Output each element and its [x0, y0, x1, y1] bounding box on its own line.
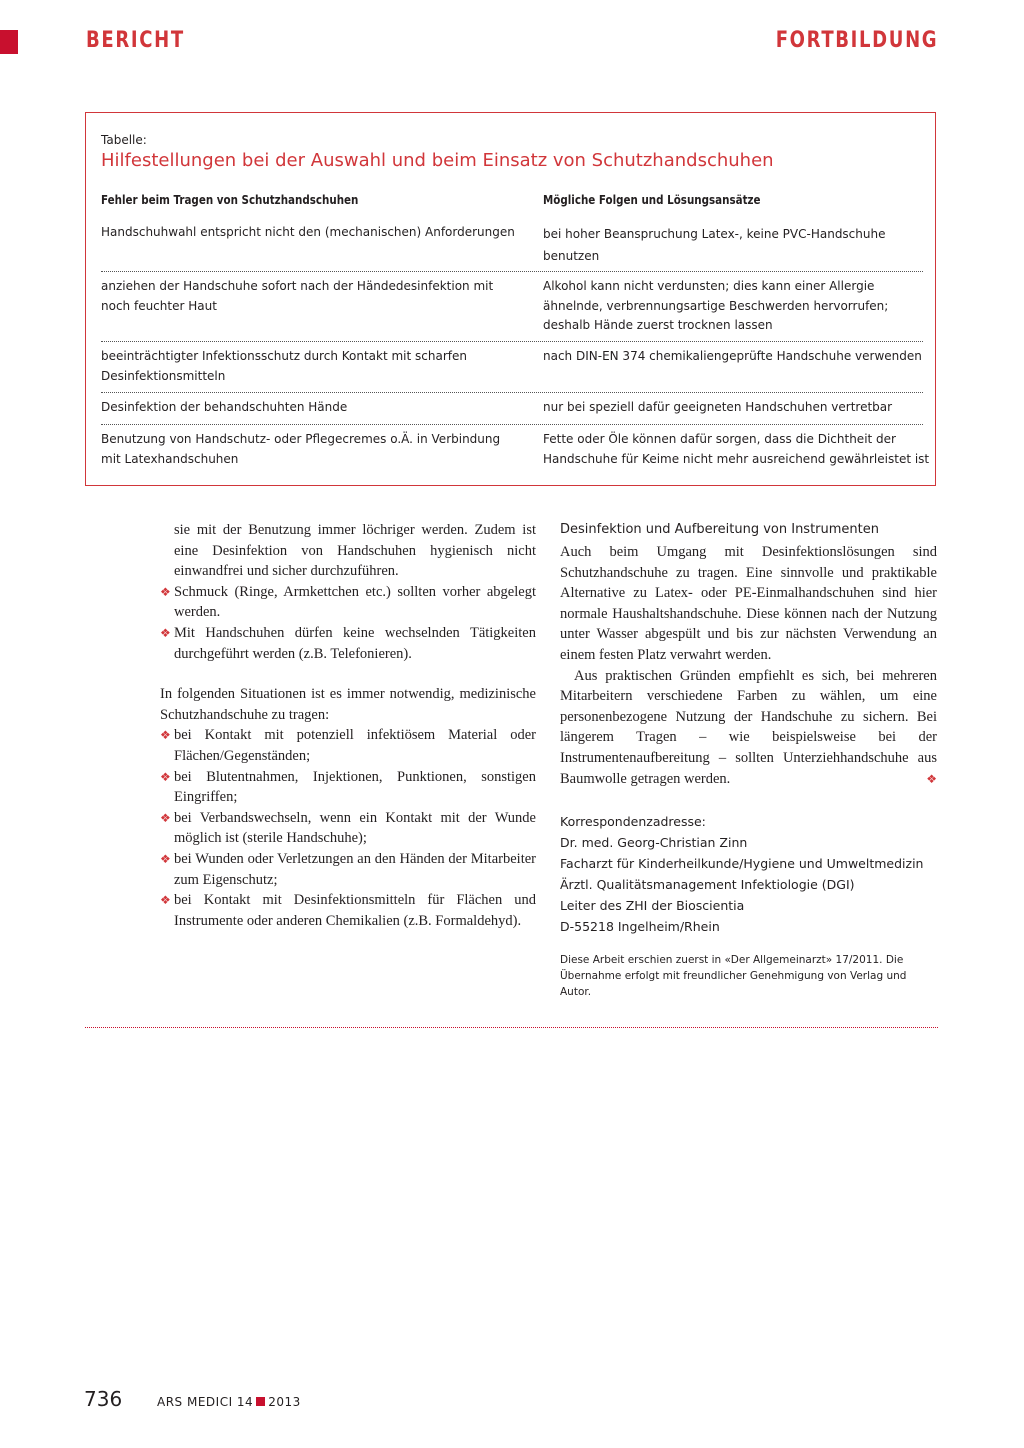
end-mark-icon: ❖	[926, 771, 937, 786]
list-item-text: bei Blutentnahmen, Injektionen, Punktionen, sonstigen Eingriffen;	[174, 768, 536, 806]
table-header-consequences: Mögliche Folgen und Lösungsansätze	[543, 193, 761, 207]
section-label: BERICHT	[86, 28, 185, 53]
left-text-column	[160, 520, 536, 931]
bullet-diamond-icon: ❖	[160, 810, 171, 825]
table-cell: nach DIN-EN 374 chemikaliengeprüfte Handschuhe verwenden	[543, 349, 922, 363]
list-item	[160, 623, 536, 664]
table-cell: anziehen der Handschuhe sofort nach der Händedesinfektion mit noch feuchter Haut	[101, 279, 494, 313]
journal-info	[157, 1395, 301, 1409]
right-text-column	[560, 542, 937, 789]
correspondence-label: Korrespondenzadresse:	[560, 814, 706, 829]
list-item	[160, 725, 536, 766]
address-line: Leiter des ZHI der Bioscientia	[560, 898, 745, 913]
row-divider	[101, 271, 923, 272]
list-item	[160, 767, 536, 808]
table-cell: beeinträchtigter Infektionsschutz durch Kontakt mit scharfen Desinfektionsmitteln	[101, 349, 467, 383]
body-paragraph: sie mit der Benutzung immer löchriger werden. Zudem ist eine Desinfektion von Handschuhen hygienisch nicht einwandfrei und sicher durchzuführen.	[174, 522, 536, 580]
table-cell: Handschuhwahl entspricht nicht den (mechanischen) Anforderungen	[101, 225, 515, 239]
source-note: Diese Arbeit erschien zuerst in «Der Allgemeinarzt» 17/2011. Die Übernahme erfolgt mit freundlicher Genehmigung von Verlag und Autor.	[560, 954, 907, 998]
list-item-text: Mit Handschuhen dürfen keine wechselnden Tätigkeiten durchgeführt werden (z.B. Telefonieren).	[174, 624, 536, 662]
address-line: D-55218 Ingelheim/Rhein	[560, 919, 720, 934]
body-paragraph: In folgenden Situationen ist es immer notwendig, medizinische Schutzhandschuhe zu tragen:	[160, 686, 536, 723]
table-title: Hilfestellungen bei der Auswahl und beim Einsatz von Schutzhandschuhen	[101, 150, 774, 171]
info-table	[85, 112, 936, 486]
page-number: 736	[84, 1387, 123, 1411]
table-cell: Benutzung von Handschutz- oder Pflegecremes o.Ä. in Verbindung mit Latexhandschuhen	[101, 432, 501, 466]
bullet-diamond-icon: ❖	[160, 728, 171, 743]
list-item-text: bei Kontakt mit potenziell infektiösem Material oder Flächen/Gegenständen;	[174, 727, 536, 764]
section-divider	[85, 1027, 938, 1028]
list-item-text: bei Kontakt mit Desinfektionsmitteln für Flächen und Instrumente oder anderen Chemikalien (z.B. Formaldehyd).	[174, 892, 536, 929]
table-cell: Fette oder Öle können dafür sorgen, dass die Dichtheit der Handschuhe für Keime nicht mehr ausreichend gewährleistet ist	[543, 432, 930, 466]
list-item	[160, 890, 536, 931]
list-item-text: bei Verbandswechseln, wenn ein Kontakt mit der Wunde möglich ist (sterile Handschuhe);	[174, 809, 536, 847]
bullet-diamond-icon: ❖	[160, 893, 171, 908]
table-cell: Alkohol kann nicht verdunsten; dies kann einer Allergie ähnelnde, verbrennungsartige Beschwerden hervorrufen; deshalb Hände zuerst trocknen lassen	[543, 279, 889, 332]
category-label: FORTBILDUNG	[775, 28, 938, 53]
table-label: Tabelle:	[101, 133, 147, 147]
list-item	[160, 849, 536, 890]
row-divider	[101, 341, 923, 342]
body-paragraph	[560, 666, 937, 790]
bullet-diamond-icon: ❖	[160, 769, 171, 784]
journal-year: 2013	[268, 1395, 301, 1409]
table-cell: nur bei speziell dafür geeigneten Handschuhen vertretbar	[543, 400, 893, 414]
list-item	[160, 582, 536, 623]
address-line: Dr. med. Georg-Christian Zinn	[560, 835, 748, 850]
row-divider	[101, 424, 923, 425]
square-separator-icon	[256, 1397, 265, 1406]
list-item-text: bei Wunden oder Verletzungen an den Händen der Mitarbeiter zum Eigenschutz;	[174, 850, 536, 888]
table-header-errors: Fehler beim Tragen von Schutzhandschuhen	[101, 193, 359, 207]
list-item-text: Schmuck (Ringe, Armkettchen etc.) sollten vorher abgelegt werden.	[174, 583, 536, 621]
paragraph-text: Aus praktischen Gründen empfiehlt es sich, bei mehreren Mitarbeitern verschiedene Farben zu wählen, um eine personenbezogene Nutzung der Handschuhe zu sichern. Bei längerem Tragen – wie beispielsweise bei der Instrumentenaufbereitung – sollten Unterziehhandschuhe aus Baumwolle getragen werden.	[560, 667, 937, 787]
body-paragraph: Auch beim Umgang mit Desinfektionslösungen sind Schutzhandschuhe zu tragen. Eine sinnvolle und praktikable Alternative zu Latex- oder PE-Einmalhandschuhen sind hier normale Haushaltshandschuhe. Diese können nach der Nutzung unter Wasser abgespült und bis zur nächsten Verwendung an einem festen Platz verwahrt werden.	[560, 544, 937, 663]
journal-name: ARS MEDICI 14	[157, 1395, 254, 1409]
correspondence-address	[560, 811, 923, 937]
table-cell: Desinfektion der behandschuhten Hände	[101, 400, 348, 414]
section-heading: Desinfektion und Aufbereitung von Instrumenten	[560, 522, 880, 537]
section-marker	[0, 30, 18, 54]
bullet-diamond-icon: ❖	[160, 851, 171, 866]
bullet-diamond-icon: ❖	[160, 625, 171, 640]
row-divider	[101, 392, 923, 393]
bullet-diamond-icon: ❖	[160, 584, 171, 599]
table-cell: bei hoher Beanspruchung Latex-, keine PVC-Handschuhe benutzen	[543, 227, 886, 263]
address-line: Ärztl. Qualitätsmanagement Infektiologie (DGI)	[560, 877, 855, 892]
address-line: Facharzt für Kinderheilkunde/Hygiene und Umweltmedizin	[560, 856, 924, 871]
list-item	[160, 808, 536, 849]
